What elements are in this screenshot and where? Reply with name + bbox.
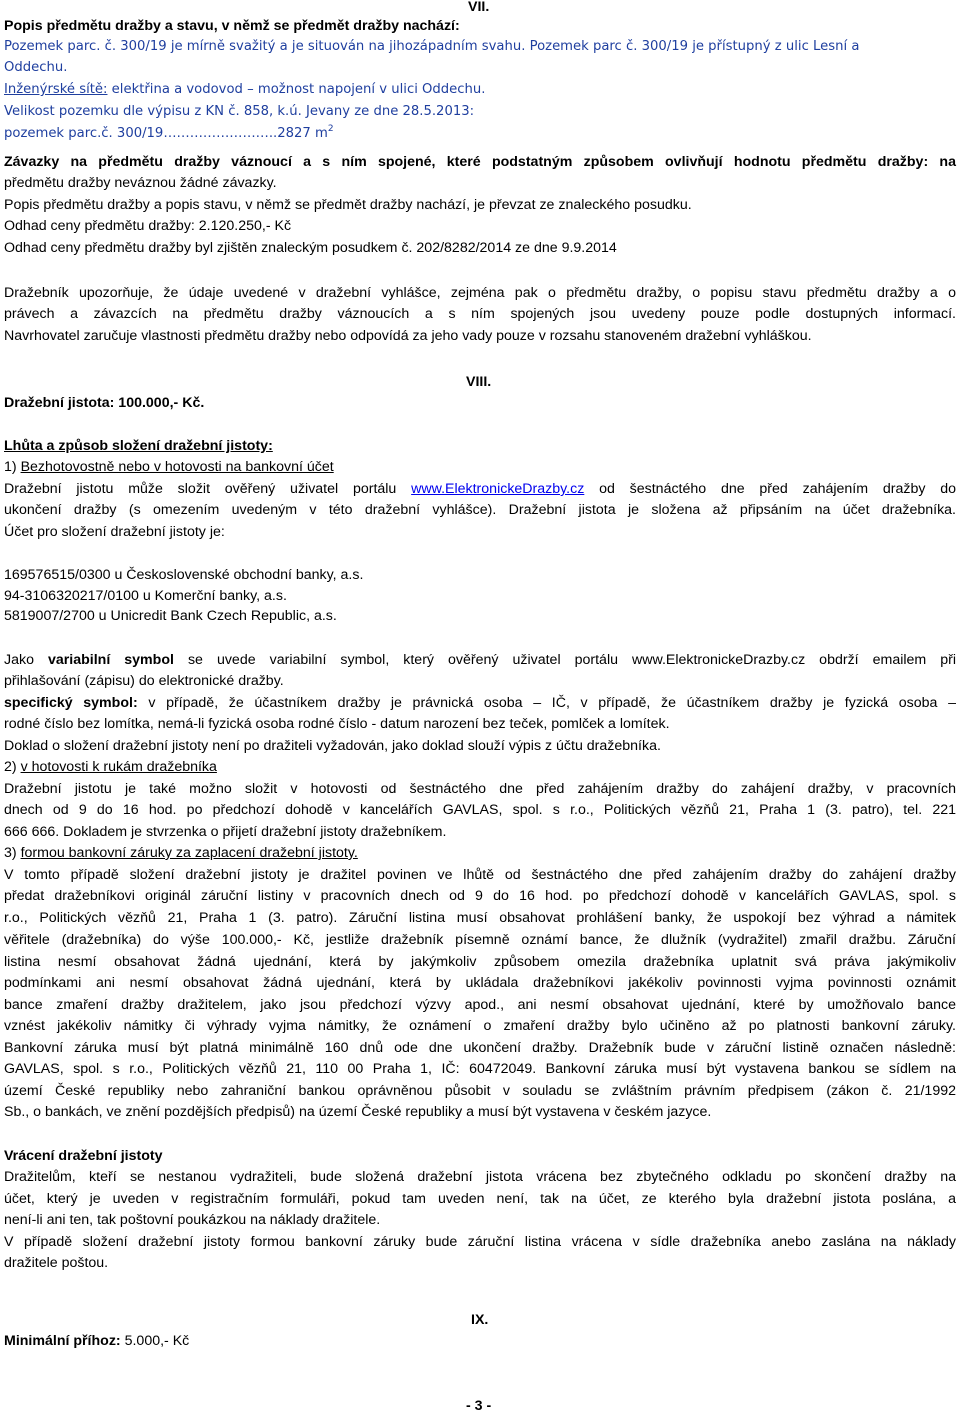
minimum-bid-line [4,1331,189,1351]
estimated-price: Odhad ceny předmětu dražby: 2.120.250,- Kč [4,218,292,234]
specific-symbol-label: specifický symbol: [4,695,138,711]
section-heading-ix: IX. [471,1312,489,1328]
page-number: - 3 - [466,1398,492,1414]
option-3-text-line: bance zmaření dražby dražitelem, jako jsou předchozí výzvy apod., ani nesmí obsahovat ujednání, které by umožňovalo bance [4,997,956,1013]
option-3-text-line: předat dražebníkovi originál záruční listiny v pracovních dnech od 9 do 16 hod. po předchozí dohodě v kancelářích GAVLAS, spol. s [4,888,956,904]
auctioneer-notice-cont: právech a závazcích na předmětu dražby váznoucích a s ním spojených jsou uvedeny pouze podle dostupných informací. [4,306,956,322]
option-3-text-line: vznést jakékoliv námitky či výhrady vyjma námitky, že oznámení o zmaření dražby bylo učiněno až po platnosti bankovní záruky. [4,1018,956,1034]
option-2-title: v hotovosti k rukám dražebníka [20,759,217,775]
plot-area-line [4,124,334,144]
utilities-line [4,80,485,100]
auctioneer-notice: Dražebník upozorňuje, že údaje uvedené v dražební vyhlášce, zejména pak o předmětu dražby, o popisu stavu předmětu dražby a o [4,285,956,301]
item-description-heading: Popis předmětu dražby a stavu, v němž se předmět dražby nachází: [4,18,460,34]
option-2-number: 2) [4,759,21,775]
option-1-text-b: od šestnáctého dne před zahájením dražby do [584,481,956,497]
proof-of-deposit: Doklad o složení dražební jistoty není po dražiteli vyžadován, jako doklad slouží výpis z účtu dražebníka. [4,738,661,754]
variable-symbol-cont: přihlašování (zápisu) do elektronické dražby. [4,673,284,689]
variable-symbol-text: se uvede variabilní symbol, který ověřený uživatel portálu www.ElektronickeDrazby.cz obdrží emailem při [173,652,956,668]
account-heading: Účet pro složení dražební jistoty je: [4,524,225,540]
option-3-text-line: území České republiky nebo zahraniční bankou oprávněnou působit v souladu se zvláštním právním předpisem (zákon č. 21/1992 [4,1083,956,1099]
minimum-bid-value: 5.000,- Kč [120,1333,190,1349]
variable-symbol-line [4,650,956,670]
plot-size-line: Velikost pozemku dle výpisu z KN č. 858, k.ú. Jevany ze dne 28.5.2013: [4,104,475,119]
option-1-text [4,479,956,499]
proposer-guarantee: Navrhovatel zaručuje vlastnosti předmětu dražby nebo odpovídá za jeho vady pouze v rozsahu stanoveném dražební vyhláškou. [4,328,812,344]
account-csob: 169576515/0300 u Československé obchodní banky, a.s. [4,567,364,583]
section-heading-viii: VIII. [466,374,492,390]
obligations-cont: předmětu dražby neváznou žádné závazky. [4,175,277,191]
option-3-text-line: GAVLAS, spol. s r.o., Politických vězňů 21, 110 00 Praha 1, IČ: 60472049. Bankovní záruka musí být vystavena bankou se sídlem na [4,1061,956,1077]
deposit-amount: Dražební jistota: 100.000,- Kč. [4,395,205,411]
obligations-line: Závazky na předmětu dražby váznoucí a s ním spojené, které podstatným způsobem ovlivňují hodnotu předmětu dražby: na [4,154,956,170]
minimum-bid-label: Minimální příhoz: [4,1333,121,1349]
plot-area-text: pozemek parc.č. 300/19……………………..2827 m [4,126,328,141]
deposit-return-text-3: není-li ani ten, tak poštovní poukázkou na náklady dražitele. [4,1212,381,1228]
deposit-return-text-5: dražitele poštou. [4,1255,109,1271]
option-3-text-line: Sb., o bankách, ve znění pozdějších předpisů) na území České republiky a musí být vystavena v českém jazyce. [4,1104,712,1120]
description-source: Popis předmětu dražby a popis stavu, v němž se předmět dražby nachází, je převzat ze znaleckého posudku. [4,197,692,213]
specific-symbol-line [4,693,956,713]
option-2-text-1: Dražební jistotu je také možno složit v hotovosti od šestnáctého dne před zahájením dražby do zahájení dražby, v pracovních [4,781,956,797]
option-2 [4,757,217,777]
option-1-text-cont: ukončení dražby (s omezením uvedeným v této dražební vyhlášce). Dražební jistota je složena až připsáním na účet dražebníka. [4,502,956,518]
option-1-title: Bezhotovostně nebo v hotovosti na bankovní účet [20,459,334,475]
option-1 [4,457,334,477]
deposit-return-heading: Vrácení dražební jistoty [4,1148,163,1164]
option-3-text-line: r.o., Politických vězňů 21, Praha 1 (3. patro). Záruční listina musí obsahovat prohlášení banky, že uspokojí bez výhrad a námitek [4,910,956,926]
specific-symbol-text: v případě, že účastníkem dražby je právnická osoba – IČ, v případě, že účastníkem dražby je fyzická osoba – [137,695,956,711]
section-heading-vii: VII. [468,0,490,15]
deposit-method-heading: Lhůta a způsob složení dražební jistoty: [4,438,273,454]
variable-symbol-prefix: Jako [4,652,48,668]
plot-description-cont: Oddechu. [4,60,68,75]
variable-symbol-label: variabilní symbol [47,652,174,668]
utilities-text: elektřina a vodovod – možnost napojení v ulici Oddechu. [107,82,486,97]
option-3-text-line: listina nesmí obsahovat žádná ujednání, která by jakýmkoliv způsobem omezila dražebníka uplatnit svá práva jakýmikoliv [4,954,956,970]
deposit-return-text-2: účet, který je uveden v registračním formuláři, pokud tam uveden není, tak na účet, ze kterého byla dražební jistota poslána, a [4,1191,956,1207]
option-3-text-line: V tomto případě složení dražební jistoty je dražitel povinen ve lhůtě od šestnáctého dne před zahájením dražby do zahájení dražby [4,867,956,883]
account-kb: 94-3106320217/0100 u Komerční banky, a.s. [4,588,287,604]
account-unicredit: 5819007/2700 u Unicredit Bank Czech Republic, a.s. [4,608,337,624]
option-3 [4,843,358,863]
option-1-text-a: Dražební jistotu může složit ověřený uživatel portálu [4,481,412,497]
option-1-number: 1) [4,459,21,475]
option-3-number: 3) [4,845,21,861]
option-3-title: formou bankovní záruky za zaplacení dražební jistoty. [20,845,358,861]
portal-link[interactable]: www.ElektronickeDrazby.cz [411,481,585,497]
option-3-text-line: podmínkami ani nesmí obsahovat žádná ujednání, která by ukládala dražebníkovi jakékoliv povinnosti vyjma povinnosti oznámit [4,975,956,991]
option-3-text-line: věřitele (dražebníka) do výše 100.000,- Kč, jestliže dražebník písemně oznámí bance, že dlužník (vydražitel) zmařil dražbu. Záruční [4,932,956,948]
option-3-text-line: Bankovní záruka musí být platná minimálně 160 dnů ode dne ukončení dražby. Dražebník bude v záruční listině označen následně: [4,1040,956,1056]
option-2-text-2: dnech od 9 do 16 hod. po předchozí dohodě v kancelářích GAVLAS, spol. s r.o., Politických vězňů 21, Praha 1 (3. patro), tel. 221 [4,802,956,818]
plot-description: Pozemek parc. č. 300/19 je mírně svažitý a je situován na jihozápadním svahu. Pozemek parc č. 300/19 je přístupný z ulic Lesní a [4,39,860,54]
deposit-return-text-4: V případě složení dražební jistoty formou bankovní záruky bude záruční listina vrácena v sídle dražebníka anebo zaslána na náklady [4,1234,956,1250]
specific-symbol-cont: rodné číslo bez lomítka, nemá-li fyzická osoba rodné číslo - datum narození bez teček, pomlček a lomítek. [4,716,670,732]
appraisal-reference: Odhad ceny předmětu dražby byl zjištěn znaleckým posudkem č. 202/8282/2014 ze dne 9.9.2014 [4,240,617,256]
option-2-text-3: 666 666. Dokladem je stvrzenka o přijetí dražební jistoty dražebníkem. [4,824,447,840]
deposit-return-text-1: Dražitelům, kteří se nestanou vydražiteli, bude složená dražební jistota vrácena bez zbytečného odkladu po skončení dražby na [4,1169,956,1185]
plot-area-unit-sup: 2 [327,124,334,134]
utilities-label: Inženýrské sítě: [4,82,108,97]
